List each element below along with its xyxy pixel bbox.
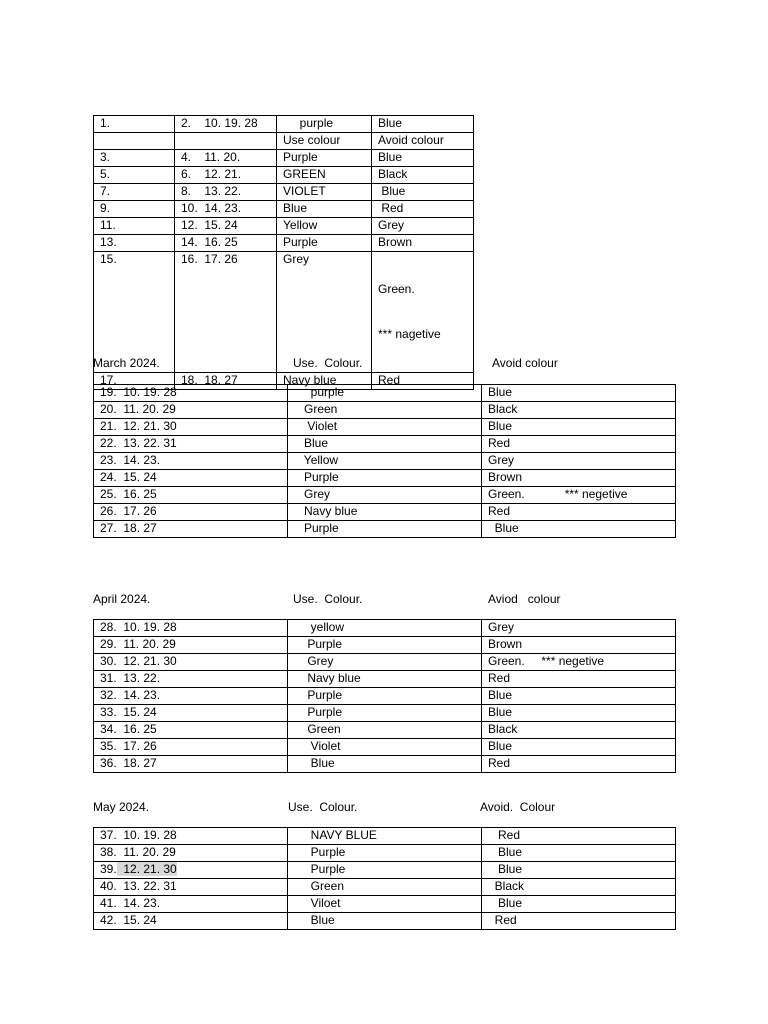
- table-cell: Blue: [482, 385, 676, 402]
- avoid-colour-header: Aviod colour: [488, 592, 561, 606]
- table-cell: Grey: [482, 620, 676, 637]
- table-cell: VIOLET: [277, 184, 372, 201]
- table-cell: 36. 18. 27: [94, 756, 288, 773]
- table-cell: Blue: [288, 756, 482, 773]
- table-cell: Blue: [372, 150, 474, 167]
- table-cell: [372, 252, 474, 373]
- row-number: 39.: [100, 862, 117, 876]
- cell-note: *** nagetive: [378, 327, 441, 341]
- table-cell: 19. 10. 19. 28: [94, 385, 288, 402]
- table-cell: Blue: [482, 419, 676, 436]
- table-cell: Purple: [288, 521, 482, 538]
- table-cell: Green: [288, 879, 482, 896]
- table-cell: Blue: [482, 896, 676, 913]
- table-cell: Red: [482, 756, 676, 773]
- section-title-march: March 2024.: [93, 356, 160, 370]
- table-row: [94, 453, 676, 470]
- table-cell: 9.: [94, 201, 175, 218]
- table-row: [94, 487, 676, 504]
- use-colour-header: Use colour: [277, 133, 372, 150]
- table-cell: Red: [372, 373, 474, 390]
- table-cell: 4. 11. 20.: [175, 150, 277, 167]
- table-cell: Violet: [288, 739, 482, 756]
- april-table: [93, 619, 676, 773]
- table-cell: [175, 133, 277, 150]
- table-cell: purple: [277, 116, 372, 133]
- table-cell: Red: [482, 828, 676, 845]
- section-title-april: April 2024.: [93, 592, 151, 606]
- table-row: [94, 470, 676, 487]
- table-cell: 38. 11. 20. 29: [94, 845, 288, 862]
- table-cell: 12. 15. 24: [175, 218, 277, 235]
- avoid-colour-header: Avoid. Colour: [480, 800, 556, 814]
- table-cell: 3.: [94, 150, 175, 167]
- table-row: [94, 620, 676, 637]
- table-cell: 27. 18. 27: [94, 521, 288, 538]
- table-row: [94, 688, 676, 705]
- table-row: [94, 756, 676, 773]
- table-cell: Red: [482, 913, 676, 930]
- table-row: [94, 419, 676, 436]
- table-cell: Blue: [482, 688, 676, 705]
- table-cell: Red: [372, 201, 474, 218]
- table-cell: purple: [288, 385, 482, 402]
- table-cell: Black: [482, 722, 676, 739]
- table-cell: 37. 10. 19. 28: [94, 828, 288, 845]
- table-row: [94, 150, 474, 167]
- table-cell: Purple: [288, 705, 482, 722]
- table-row: [94, 184, 474, 201]
- table-row: [94, 862, 676, 879]
- table-row: [94, 235, 474, 252]
- table-cell: GREEN: [277, 167, 372, 184]
- table-row: [94, 671, 676, 688]
- table-cell: Yellow: [288, 453, 482, 470]
- table-cell: Purple: [277, 150, 372, 167]
- table-cell: 6. 12. 21.: [175, 167, 277, 184]
- table-cell: 1.: [94, 116, 175, 133]
- table-cell: [94, 862, 288, 879]
- table-cell: Grey: [482, 453, 676, 470]
- table-cell: Grey: [277, 252, 372, 373]
- section-title-may: May 2024.: [93, 800, 150, 814]
- use-colour-header: Use. Colour.: [293, 592, 363, 606]
- may-table: [93, 827, 676, 930]
- table-cell: Green: [288, 402, 482, 419]
- table-cell: 24. 15. 24: [94, 470, 288, 487]
- avoid-colour-header: Avoid colour: [492, 356, 558, 370]
- schedule-table-1: [93, 115, 474, 390]
- table-cell: Viloet: [288, 896, 482, 913]
- table-cell: 13.: [94, 235, 175, 252]
- table-row: [94, 385, 676, 402]
- table-row: [94, 436, 676, 453]
- table-cell: Green: [288, 722, 482, 739]
- table-cell: Blue: [277, 201, 372, 218]
- table-cell: 42. 15. 24: [94, 913, 288, 930]
- march-table: [93, 384, 676, 538]
- table-cell: 35. 17. 26: [94, 739, 288, 756]
- table-row: [94, 828, 676, 845]
- table-row: [94, 879, 676, 896]
- table-cell: Green. *** negetive: [482, 487, 676, 504]
- table-cell: 16. 17. 26: [175, 252, 277, 373]
- table-cell: Violet: [288, 419, 482, 436]
- table-cell: Purple: [288, 845, 482, 862]
- table-cell: Navy blue: [288, 504, 482, 521]
- table-cell: 17.: [94, 373, 175, 390]
- table-cell: Grey: [288, 487, 482, 504]
- table-cell: yellow: [288, 620, 482, 637]
- table-cell: 28. 10. 19. 28: [94, 620, 288, 637]
- table-row: [94, 504, 676, 521]
- table-row: [94, 116, 474, 133]
- table-cell: Grey: [372, 218, 474, 235]
- table-cell: Blue: [482, 739, 676, 756]
- table-row: [94, 896, 676, 913]
- table-cell: 18. 18. 27: [175, 373, 277, 390]
- table-cell: Red: [482, 436, 676, 453]
- table-cell: 34. 16. 25: [94, 722, 288, 739]
- use-colour-header: Use. Colour.: [293, 356, 363, 370]
- table-cell: Brown: [482, 637, 676, 654]
- table-cell: 23. 14. 23.: [94, 453, 288, 470]
- table-cell: Purple: [288, 862, 482, 879]
- table-cell: Navy blue: [288, 671, 482, 688]
- table-cell: Brown: [482, 470, 676, 487]
- table-cell: NAVY BLUE: [288, 828, 482, 845]
- table-cell: 25. 16. 25: [94, 487, 288, 504]
- table-row: [94, 722, 676, 739]
- table-row: [94, 913, 676, 930]
- table-cell: Blue: [288, 913, 482, 930]
- table-row: [94, 252, 474, 373]
- table-row: [94, 654, 676, 671]
- table-row: [94, 167, 474, 184]
- table-cell: [94, 133, 175, 150]
- highlighted-text: 12. 21. 30: [116, 862, 177, 876]
- cell-line: Green.: [378, 282, 415, 296]
- table-cell: 40. 13. 22. 31: [94, 879, 288, 896]
- table-cell: Blue: [372, 116, 474, 133]
- table-cell: Purple: [288, 637, 482, 654]
- table-cell: 5.: [94, 167, 175, 184]
- table-cell: Blue: [288, 436, 482, 453]
- table-cell: Red: [482, 671, 676, 688]
- use-colour-header: Use. Colour.: [288, 800, 358, 814]
- table-cell: Brown: [372, 235, 474, 252]
- table-row: [94, 133, 474, 150]
- table-cell: 15.: [94, 252, 175, 373]
- table-cell: 26. 17. 26: [94, 504, 288, 521]
- table-cell: Blue: [482, 521, 676, 538]
- table-cell: 29. 11. 20. 29: [94, 637, 288, 654]
- table-row: [94, 637, 676, 654]
- table-cell: 33. 15. 24: [94, 705, 288, 722]
- table-cell: Blue: [482, 845, 676, 862]
- table-cell: Blue: [482, 862, 676, 879]
- table-cell: 11.: [94, 218, 175, 235]
- table-cell: Black: [372, 167, 474, 184]
- table-cell: 7.: [94, 184, 175, 201]
- table-cell: Purple: [288, 470, 482, 487]
- table-row: [94, 521, 676, 538]
- table-row: [94, 845, 676, 862]
- table-cell: 8. 13. 22.: [175, 184, 277, 201]
- table-cell: 21. 12. 21. 30: [94, 419, 288, 436]
- table-cell: 30. 12. 21. 30: [94, 654, 288, 671]
- table-cell: Black: [482, 879, 676, 896]
- table-cell: Blue: [482, 705, 676, 722]
- table-cell: Yellow: [277, 218, 372, 235]
- table-cell: Grey: [288, 654, 482, 671]
- table-cell: 20. 11. 20. 29: [94, 402, 288, 419]
- avoid-colour-header: Avoid colour: [372, 133, 474, 150]
- table-cell: Red: [482, 504, 676, 521]
- table-row: [94, 201, 474, 218]
- table-cell: 32. 14. 23.: [94, 688, 288, 705]
- table-cell: 10. 14. 23.: [175, 201, 277, 218]
- table-row: [94, 739, 676, 756]
- table-cell: Purple: [288, 688, 482, 705]
- table-cell: 41. 14. 23.: [94, 896, 288, 913]
- table-row: [94, 705, 676, 722]
- table-cell: Black: [482, 402, 676, 419]
- table-cell: 14. 16. 25: [175, 235, 277, 252]
- table-cell: 22. 13. 22. 31: [94, 436, 288, 453]
- table-cell: Purple: [277, 235, 372, 252]
- table-cell: 31. 13. 22.: [94, 671, 288, 688]
- table-cell: Blue: [372, 184, 474, 201]
- table-row: [94, 218, 474, 235]
- table-row: [94, 402, 676, 419]
- table-cell: Green. *** negetive: [482, 654, 676, 671]
- table-cell: Navy blue: [277, 373, 372, 390]
- table-cell: 2. 10. 19. 28: [175, 116, 277, 133]
